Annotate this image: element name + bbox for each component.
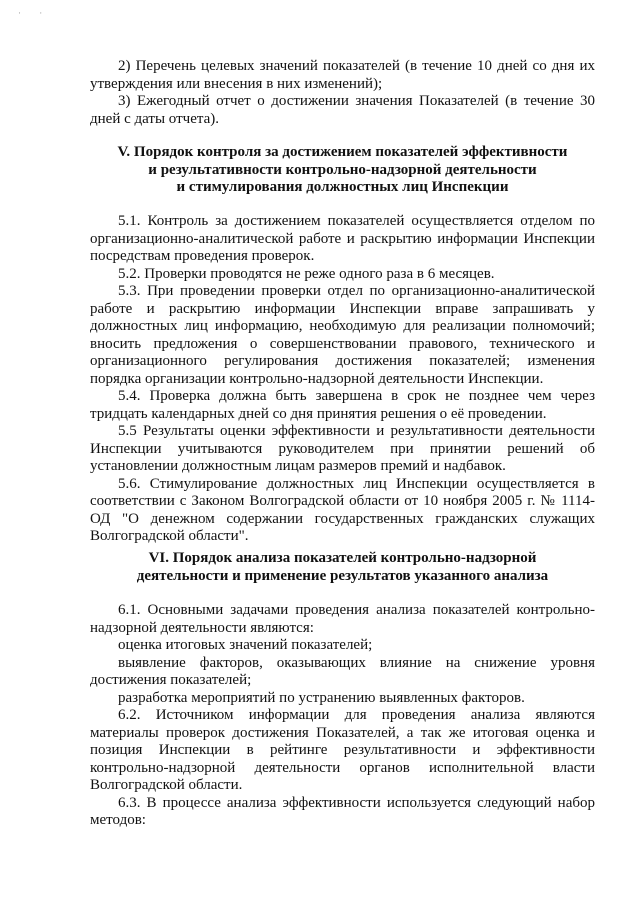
list-item: оценка итоговых значений показателей; bbox=[118, 637, 373, 653]
list-item: разработка мероприятий по устранению выявленных факторов. bbox=[118, 689, 525, 706]
paragraph-5-6: 5.6. Стимулирование должностных лиц Инспекции осуществляется в соответствии с Законом Волгоградской области от 10 ноября 2005 г. № 1114-ОД "О денежном содержании государственных гражданских служащих Волгоградской области". bbox=[90, 475, 595, 544]
paragraph-5-5: 5.5 Результаты оценки эффективности и результативности деятельности Инспекции учитываются руководителем при принятии решений об установлении должностным лицам размеров премий и надбавок. bbox=[90, 423, 595, 474]
paragraph-6-3: 6.3. В процессе анализа эффективности используется следующий набор методов: bbox=[90, 794, 595, 828]
paragraph-5-4: 5.4. Проверка должна быть завершена в срок не позднее чем через тридцать календарных дней со дня принятия решения о её проведении. bbox=[90, 388, 595, 422]
heading-line: и стимулирования должностных лиц Инспекции bbox=[176, 179, 509, 195]
heading-line: и результативности контрольно-надзорной деятельности bbox=[148, 161, 537, 178]
section-5-heading bbox=[90, 144, 595, 197]
section-5-body bbox=[90, 213, 595, 546]
section-6-heading bbox=[90, 550, 595, 585]
paragraph-6-2: 6.2. Источником информации для проведения анализа являются материалы проверок достижения Показателей, а так же итоговая оценка и позиция Инспекции в рейтинге результативности и эффективности контрольно-надзорной деятельности органов исполнительной власти Волгоградской области. bbox=[90, 707, 595, 793]
list-item: 3) Ежегодный отчет о достижении значения Показателей (в течение 30 дней с даты отчета). bbox=[90, 93, 595, 127]
scan-artifact: · · bbox=[18, 8, 51, 18]
heading-line: деятельности и применение результатов указанного анализа bbox=[136, 567, 549, 584]
paragraph-5-3: 5.3. При проведении проверки отдел по организационно-аналитической работе и раскрытию информации Инспекции вправе запрашивать у должностных лиц информацию, необходимую для реализации полномочий; вносить предложения о совершенствовании правового, технического и организационного регулирования достижения показателей; изменения порядка организации контрольно-надзорной деятельности Инспекции. bbox=[90, 283, 595, 387]
paragraph-6-1: 6.1. Основными задачами проведения анализа показателей контрольно-надзорной деятельности являются: bbox=[90, 602, 595, 636]
list-item: 2) Перечень целевых значений показателей (в течение 10 дней со дня их утверждения или внесения в них изменений); bbox=[90, 58, 595, 92]
heading-line: V. Порядок контроля за достижением показателей эффективности bbox=[117, 144, 568, 160]
paragraph-5-1: 5.1. Контроль за достижением показателей осуществляется отделом по организационно-аналитической работе и раскрытию информации Инспекции посредствам проведения проверок. bbox=[90, 213, 595, 264]
section-6-body bbox=[90, 602, 595, 830]
paragraph-5-2: 5.2. Проверки проводятся не реже одного раза в 6 месяцев. bbox=[118, 265, 495, 282]
top-list bbox=[90, 58, 595, 128]
list-item: выявление факторов, оказывающих влияние на снижение уровня достижения показателей; bbox=[90, 654, 595, 688]
heading-line: VI. Порядок анализа показателей контрольно-надзорной bbox=[148, 550, 537, 566]
